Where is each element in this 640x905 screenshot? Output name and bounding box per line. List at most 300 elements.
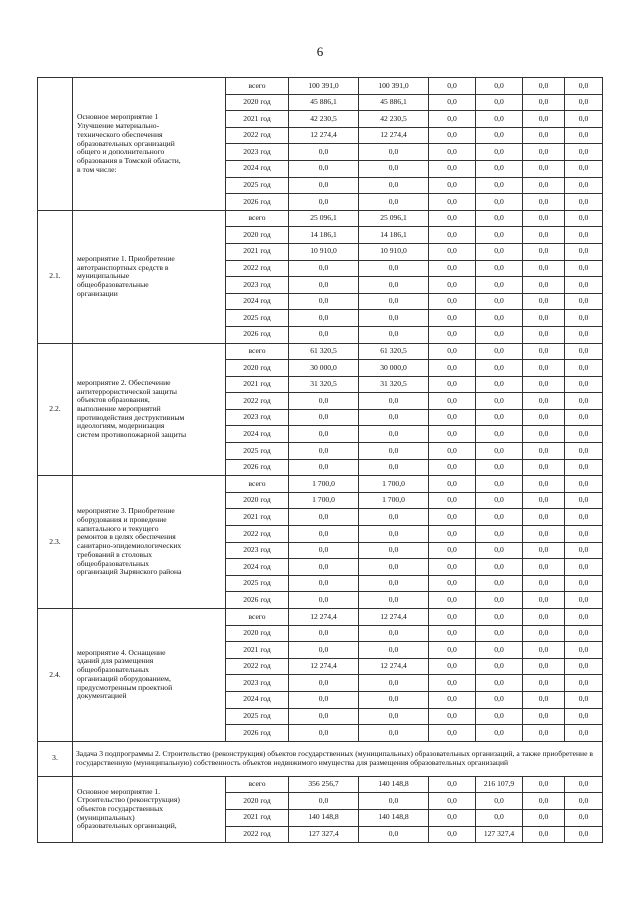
value-cell: 0,0 [359,326,429,343]
value-cell: 0,0 [523,326,565,343]
value-cell: 0,0 [359,675,429,692]
period-label: 2023 год [226,144,289,161]
period-label: 2020 год [226,227,289,244]
activity-name-line: Основное мероприятие 1. [77,786,161,796]
value-cell: 0,0 [565,776,603,793]
value-cell: 0,0 [289,691,359,708]
value-cell: 0,0 [429,592,476,609]
value-cell: 0,0 [429,310,476,327]
activity-name-line: капитального и текущего [77,523,159,533]
activity-name-line: мероприятие 4. Оснащение [77,647,166,657]
value-cell: 0,0 [476,559,523,576]
value-cell: 0,0 [523,160,565,177]
value-cell: 0,0 [476,476,523,493]
value-cell: 0,0 [476,725,523,742]
value-cell: 61 320,5 [289,343,359,360]
period-label: 2021 год [226,809,289,826]
period-label: 2025 год [226,575,289,592]
activity-name-s3 [73,476,226,609]
value-cell: 0,0 [565,293,603,310]
value-cell: 0,0 [523,559,565,576]
value-cell: 0,0 [565,826,603,843]
activity-name-line: образования в Томской области, [77,155,181,165]
period-label: 2020 год [226,492,289,509]
value-cell: 0,0 [359,144,429,161]
value-cell: 0,0 [565,177,603,194]
value-cell: 0,0 [523,393,565,410]
value-cell: 0,0 [565,160,603,177]
value-cell: 0,0 [289,443,359,460]
table-row [38,609,603,626]
activity-name-line: Основное мероприятие 1 [77,112,159,122]
period-label: 2022 год [226,826,289,843]
table-row [38,343,603,360]
value-cell: 0,0 [476,642,523,659]
value-cell: 0,0 [523,476,565,493]
activity-name-line: объектов государственных [77,804,164,814]
period-label: всего [226,776,289,793]
value-cell: 0,0 [429,476,476,493]
value-cell: 0,0 [523,793,565,810]
value-cell: 0,0 [429,260,476,277]
value-cell: 42 230,5 [359,111,429,128]
value-cell: 0,0 [523,243,565,260]
value-cell: 356 256,7 [289,776,359,793]
value-cell: 0,0 [476,542,523,559]
value-cell: 0,0 [476,177,523,194]
value-cell: 0,0 [476,625,523,642]
value-cell: 0,0 [523,360,565,377]
value-cell: 0,0 [429,376,476,393]
period-label: всего [226,609,289,626]
value-cell: 0,0 [359,575,429,592]
activity-name-line: зданий для размещения [77,656,154,666]
value-cell: 0,0 [523,376,565,393]
value-cell: 0,0 [565,476,603,493]
period-label: 2023 год [226,409,289,426]
value-cell: 0,0 [523,642,565,659]
value-cell: 12 274,4 [359,127,429,144]
value-cell: 0,0 [476,326,523,343]
row-number-s2: 2.2. [38,343,73,476]
value-cell: 0,0 [359,426,429,443]
table-row [38,476,603,493]
value-cell: 0,0 [289,526,359,543]
period-label: 2025 год [226,310,289,327]
period-label: 2023 год [226,542,289,559]
value-cell: 0,0 [429,691,476,708]
activity-name-line: мероприятие 2. Обеспечение [77,377,171,387]
value-cell: 0,0 [523,94,565,111]
value-cell: 0,0 [289,625,359,642]
value-cell: 0,0 [429,243,476,260]
value-cell: 12 274,4 [289,609,359,626]
value-cell: 0,0 [359,559,429,576]
value-cell: 0,0 [359,260,429,277]
value-cell: 0,0 [476,210,523,227]
value-cell: 0,0 [523,658,565,675]
value-cell: 0,0 [359,625,429,642]
value-cell: 0,0 [523,127,565,144]
value-cell: 0,0 [476,691,523,708]
value-cell: 0,0 [289,177,359,194]
value-cell: 0,0 [429,277,476,294]
value-cell: 30 000,0 [359,360,429,377]
activity-name-final [73,776,226,842]
value-cell: 0,0 [476,127,523,144]
value-cell: 0,0 [565,575,603,592]
value-cell: 12 274,4 [289,658,359,675]
activity-name-line: систем противопожарной защиты [77,430,187,440]
value-cell: 0,0 [429,210,476,227]
value-cell: 0,0 [289,793,359,810]
value-cell: 0,0 [523,144,565,161]
activity-name-line: (муниципальных) [77,812,135,822]
task-number: 3. [38,741,73,776]
value-cell: 0,0 [289,293,359,310]
value-cell: 0,0 [429,492,476,509]
period-label: 2026 год [226,326,289,343]
value-cell: 0,0 [429,542,476,559]
value-cell: 0,0 [523,542,565,559]
value-cell: 0,0 [565,625,603,642]
value-cell: 0,0 [289,194,359,211]
value-cell: 0,0 [359,509,429,526]
table-row [38,776,603,793]
value-cell: 0,0 [289,459,359,476]
value-cell: 100 391,0 [359,78,429,95]
value-cell: 0,0 [359,160,429,177]
value-cell: 0,0 [429,127,476,144]
activity-name-line: документацией [77,691,127,701]
value-cell: 42 230,5 [289,111,359,128]
value-cell: 1 700,0 [359,492,429,509]
row-number-s4: 2.4. [38,609,73,742]
period-label: всего [226,210,289,227]
period-label: 2022 год [226,260,289,277]
value-cell: 0,0 [565,509,603,526]
period-label: 2025 год [226,708,289,725]
value-cell: 0,0 [523,492,565,509]
value-cell: 0,0 [523,826,565,843]
value-cell: 0,0 [523,809,565,826]
value-cell: 0,0 [476,94,523,111]
value-cell: 0,0 [565,243,603,260]
value-cell: 0,0 [476,409,523,426]
period-label: 2020 год [226,793,289,810]
activity-name-line: организаций Зырянского района [77,567,182,577]
activity-name-line: антитеррористической защиты [77,386,178,396]
value-cell: 0,0 [359,393,429,410]
activity-name-line: предусмотренным проектной [77,682,173,692]
value-cell: 0,0 [476,509,523,526]
value-cell: 0,0 [429,459,476,476]
value-cell: 140 148,8 [359,809,429,826]
value-cell: 0,0 [476,376,523,393]
value-cell: 0,0 [476,293,523,310]
value-cell: 0,0 [565,376,603,393]
activity-name-line: объектов образования, [77,395,150,405]
value-cell: 0,0 [359,691,429,708]
value-cell: 0,0 [476,526,523,543]
value-cell: 0,0 [476,160,523,177]
value-cell: 0,0 [359,293,429,310]
value-cell: 0,0 [429,826,476,843]
value-cell: 0,0 [523,776,565,793]
value-cell: 10 910,0 [289,243,359,260]
value-cell: 0,0 [565,343,603,360]
value-cell: 0,0 [523,443,565,460]
value-cell: 0,0 [565,609,603,626]
period-label: 2023 год [226,675,289,692]
value-cell: 0,0 [523,725,565,742]
value-cell: 140 148,8 [359,776,429,793]
value-cell: 0,0 [289,559,359,576]
value-cell: 0,0 [523,260,565,277]
value-cell: 1 700,0 [289,476,359,493]
value-cell: 0,0 [565,793,603,810]
activity-name-line: автотранспортных средств в [77,262,169,272]
value-cell: 0,0 [429,360,476,377]
value-cell: 0,0 [523,459,565,476]
value-cell: 0,0 [429,793,476,810]
value-cell: 0,0 [476,393,523,410]
value-cell: 0,0 [429,509,476,526]
value-cell: 0,0 [429,393,476,410]
value-cell: 0,0 [476,78,523,95]
value-cell: 14 186,1 [289,227,359,244]
activity-name-line: организаций оборудованием, [77,673,171,683]
value-cell: 0,0 [359,642,429,659]
activity-name-line: ремонтов в целях обеспечения [77,532,176,542]
value-cell: 0,0 [565,542,603,559]
value-cell: 0,0 [565,592,603,609]
value-cell: 0,0 [289,642,359,659]
value-cell: 31 320,5 [289,376,359,393]
period-label: 2026 год [226,459,289,476]
period-label: 2022 год [226,393,289,410]
value-cell: 0,0 [289,725,359,742]
value-cell: 0,0 [565,227,603,244]
value-cell: 12 274,4 [289,127,359,144]
value-cell: 0,0 [565,708,603,725]
value-cell: 0,0 [359,194,429,211]
value-cell: 0,0 [565,492,603,509]
value-cell: 0,0 [289,409,359,426]
value-cell: 0,0 [289,509,359,526]
activity-name-line: противодействия деструктивным [77,412,185,422]
activity-name-line: мероприятие 3. Приобретение [77,506,175,516]
value-cell: 0,0 [565,725,603,742]
period-label: 2025 год [226,443,289,460]
period-label: 2020 год [226,360,289,377]
value-cell: 0,0 [523,293,565,310]
value-cell: 0,0 [289,393,359,410]
value-cell: 0,0 [523,177,565,194]
value-cell: 0,0 [476,809,523,826]
value-cell: 0,0 [476,459,523,476]
value-cell: 0,0 [565,127,603,144]
value-cell: 0,0 [429,78,476,95]
value-cell: 0,0 [523,111,565,128]
task-description: Задача 3 подпрограммы 2. Строительство (реконструкция) объектов государственных (муниципальных) образовательных организаций, а также приобретение в государственную (муниципальную) собственность объектов недвижимого имущества для размещения образовательных организаций [73,741,603,776]
value-cell: 0,0 [523,592,565,609]
value-cell: 1 700,0 [359,476,429,493]
period-label: 2026 год [226,592,289,609]
activity-name-line: оборудования и проведение [77,515,167,525]
value-cell: 0,0 [289,675,359,692]
value-cell: 1 700,0 [289,492,359,509]
activity-name-s2 [73,343,226,476]
value-cell: 45 886,1 [359,94,429,111]
value-cell: 0,0 [476,658,523,675]
value-cell: 0,0 [429,625,476,642]
activity-name-line: в том числе: [77,164,117,174]
value-cell: 0,0 [289,592,359,609]
period-label: всего [226,476,289,493]
activity-name-line: санитарно-эпидемиологических [77,541,182,551]
value-cell: 0,0 [289,575,359,592]
period-label: 2021 год [226,243,289,260]
value-cell: 0,0 [476,492,523,509]
period-label: 2020 год [226,625,289,642]
value-cell: 0,0 [565,310,603,327]
value-cell: 0,0 [565,409,603,426]
value-cell: 0,0 [429,293,476,310]
value-cell: 0,0 [523,210,565,227]
value-cell: 0,0 [289,160,359,177]
value-cell: 0,0 [476,443,523,460]
value-cell: 100 391,0 [289,78,359,95]
value-cell: 0,0 [476,343,523,360]
period-label: 2024 год [226,293,289,310]
value-cell: 0,0 [289,144,359,161]
value-cell: 0,0 [523,194,565,211]
value-cell: 0,0 [523,227,565,244]
value-cell: 0,0 [523,609,565,626]
value-cell: 0,0 [359,826,429,843]
table-row [38,210,603,227]
period-label: 2022 год [226,526,289,543]
row-number-s1: 2.1. [38,210,73,343]
value-cell: 12 274,4 [359,609,429,626]
value-cell: 14 186,1 [359,227,429,244]
value-cell: 0,0 [523,675,565,692]
value-cell: 0,0 [429,559,476,576]
period-label: 2021 год [226,509,289,526]
value-cell: 0,0 [565,459,603,476]
value-cell: 0,0 [476,310,523,327]
value-cell: 0,0 [359,708,429,725]
value-cell: 45 886,1 [289,94,359,111]
value-cell: 0,0 [476,260,523,277]
activity-name-s1 [73,210,226,343]
activity-name-line: образовательных организаций, [77,821,177,831]
value-cell: 0,0 [523,691,565,708]
value-cell: 0,0 [359,725,429,742]
value-cell: 0,0 [565,78,603,95]
value-cell: 0,0 [429,160,476,177]
value-cell: 0,0 [476,609,523,626]
activity-name-line: технического обеспечения [77,129,163,139]
row-number-s0 [38,78,73,211]
value-cell: 0,0 [359,542,429,559]
value-cell: 0,0 [429,725,476,742]
value-cell: 0,0 [565,144,603,161]
value-cell: 0,0 [476,111,523,128]
value-cell: 25 096,1 [289,210,359,227]
value-cell: 0,0 [429,144,476,161]
value-cell: 0,0 [429,409,476,426]
value-cell: 0,0 [476,360,523,377]
period-label: 2024 год [226,559,289,576]
value-cell: 0,0 [476,227,523,244]
value-cell: 0,0 [476,675,523,692]
activity-name-line: образовательных организаций [77,138,175,148]
value-cell: 12 274,4 [359,658,429,675]
period-label: 2024 год [226,426,289,443]
value-cell: 0,0 [476,144,523,161]
value-cell: 0,0 [565,426,603,443]
value-cell: 0,0 [565,691,603,708]
value-cell: 0,0 [429,642,476,659]
value-cell: 0,0 [429,343,476,360]
value-cell: 0,0 [429,426,476,443]
value-cell: 30 000,0 [289,360,359,377]
value-cell: 0,0 [429,658,476,675]
value-cell: 0,0 [359,526,429,543]
value-cell: 0,0 [359,443,429,460]
value-cell: 0,0 [565,809,603,826]
value-cell: 0,0 [523,708,565,725]
period-label: 2026 год [226,725,289,742]
period-label: всего [226,78,289,95]
period-label: 2021 год [226,376,289,393]
value-cell: 0,0 [523,625,565,642]
value-cell: 127 327,4 [476,826,523,843]
value-cell: 0,0 [565,443,603,460]
value-cell: 0,0 [523,78,565,95]
value-cell: 0,0 [429,675,476,692]
value-cell: 0,0 [476,194,523,211]
value-cell: 0,0 [523,310,565,327]
value-cell: 0,0 [565,658,603,675]
value-cell: 0,0 [565,393,603,410]
value-cell: 0,0 [476,277,523,294]
value-cell: 0,0 [565,326,603,343]
value-cell: 31 320,5 [359,376,429,393]
period-label: 2026 год [226,194,289,211]
value-cell: 0,0 [565,559,603,576]
activity-name-line: общего и дополнительного [77,147,165,157]
value-cell: 0,0 [429,708,476,725]
value-cell: 0,0 [289,326,359,343]
value-cell: 0,0 [289,260,359,277]
value-cell: 0,0 [565,360,603,377]
activity-name-line: муниципальные [77,271,130,281]
activity-name-line: общеобразовательных [77,558,150,568]
activity-name-s4 [73,609,226,742]
value-cell: 0,0 [523,575,565,592]
value-cell: 0,0 [523,409,565,426]
value-cell: 0,0 [429,326,476,343]
value-cell: 0,0 [523,343,565,360]
period-label: всего [226,343,289,360]
value-cell: 0,0 [523,509,565,526]
value-cell: 0,0 [565,675,603,692]
value-cell: 127 327,4 [289,826,359,843]
period-label: 2023 год [226,277,289,294]
